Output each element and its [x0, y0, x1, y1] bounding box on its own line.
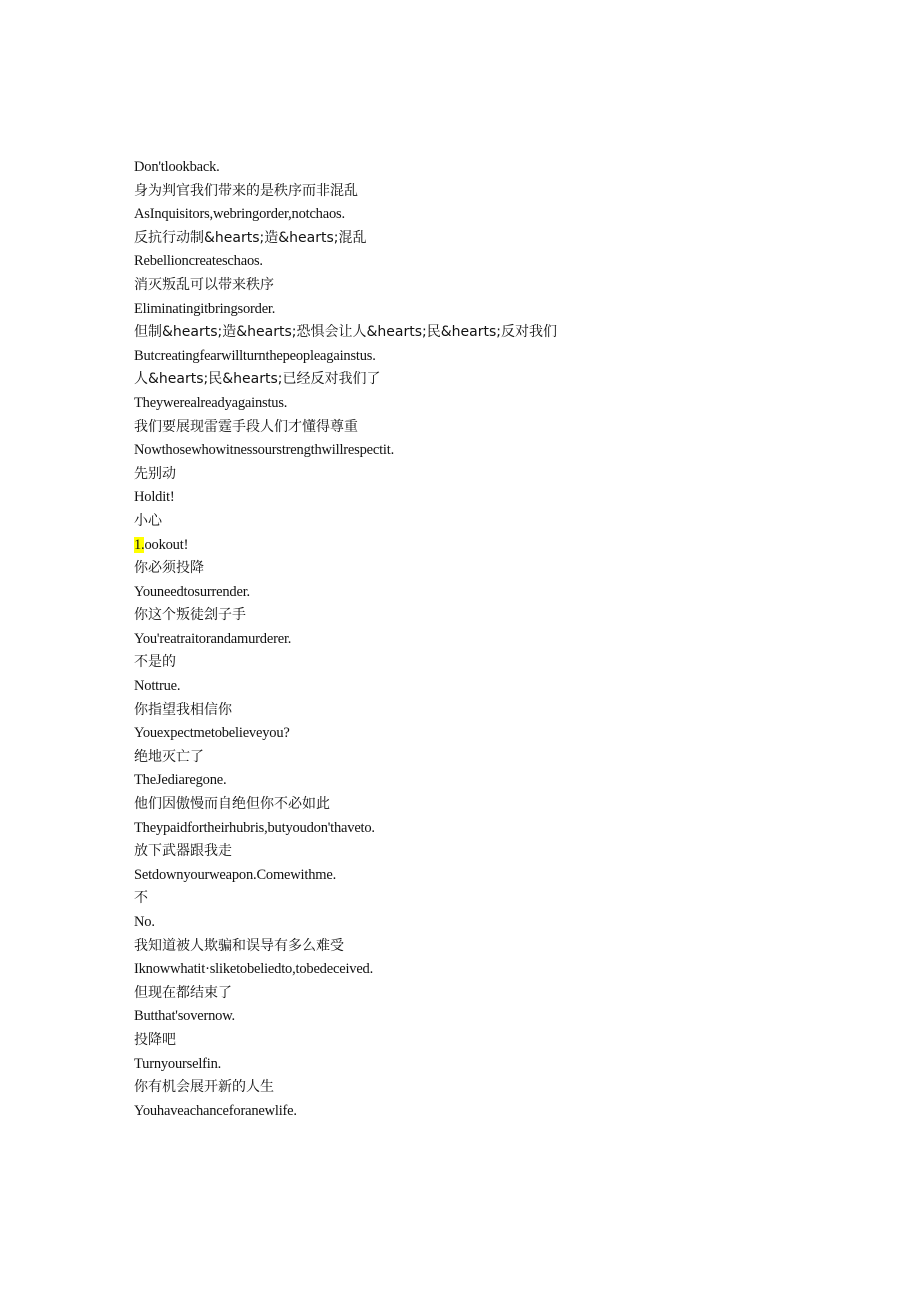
- subtitle-line-en: [134, 958, 854, 982]
- line-text: Butthat'sovernow.: [134, 1008, 235, 1025]
- subtitle-line-zh: [134, 463, 854, 487]
- subtitle-line-zh: [134, 982, 854, 1006]
- subtitle-line-en: [134, 1053, 854, 1077]
- line-text: 不: [134, 890, 148, 907]
- subtitle-line-zh: [134, 935, 854, 959]
- line-text: 我知道被人欺骗和误导有多么难受: [134, 937, 344, 954]
- subtitle-line-zh: [134, 699, 854, 723]
- subtitle-line-en: [134, 1005, 854, 1029]
- line-text: 但制&hearts;造&hearts;恐惧会让人&hearts;民&hearts;反对我们: [134, 324, 557, 341]
- line-text: 你指望我相信你: [134, 701, 232, 718]
- subtitle-line-zh: [134, 604, 854, 628]
- subtitle-line-zh: [134, 840, 854, 864]
- subtitle-line-en: [134, 439, 854, 463]
- subtitle-line-zh: [134, 274, 854, 298]
- line-text: Turnyourselfin.: [134, 1055, 222, 1072]
- line-text: 先别动: [134, 465, 176, 482]
- line-text: Nowthosewhowitnessourstrengthwillrespectit.: [134, 442, 395, 459]
- line-text: Don'tlookback.: [134, 159, 220, 175]
- subtitle-line-en: [134, 203, 854, 227]
- subtitle-line-en: [134, 345, 854, 369]
- line-text: No.: [134, 914, 155, 930]
- subtitle-line-zh: [134, 510, 854, 534]
- subtitle-line-en: [134, 392, 854, 416]
- subtitle-lines: [134, 156, 854, 1123]
- line-text: Theywerealreadyagainstus.: [134, 394, 288, 411]
- subtitle-line-en: [134, 911, 854, 935]
- subtitle-line-en: [134, 817, 854, 841]
- line-text: ookout!: [144, 536, 189, 553]
- subtitle-line-en: [134, 675, 854, 699]
- line-text: AsInquisitors,webringorder,notchaos.: [134, 206, 345, 223]
- subtitle-line-en: [134, 722, 854, 746]
- subtitle-line-en: [134, 628, 854, 652]
- subtitle-line-zh: [134, 321, 854, 345]
- subtitle-line-en: [134, 486, 854, 510]
- line-text: Eliminatingitbringsorder.: [134, 300, 276, 317]
- line-text: 但现在都结束了: [134, 984, 232, 1001]
- line-text: Theypaidfortheirhubris,butyoudon'thaveto.: [134, 819, 375, 836]
- line-text: 绝地灭亡了: [134, 748, 204, 765]
- subtitle-line-en: [134, 534, 854, 558]
- subtitle-line-zh: [134, 557, 854, 581]
- subtitle-line-zh: [134, 746, 854, 770]
- line-text: You'reatraitorandamurderer.: [134, 630, 292, 647]
- subtitle-line-zh: [134, 887, 854, 911]
- line-text: 他们因傲慢而自绝但你不必如此: [134, 796, 330, 813]
- line-text: Holdit!: [134, 489, 175, 506]
- subtitle-line-zh: [134, 793, 854, 817]
- line-text: 我们要展现雷霆手段人们才懂得尊重: [134, 418, 358, 435]
- subtitle-line-en: [134, 769, 854, 793]
- line-text: TheJediaregone.: [134, 772, 227, 789]
- line-text: 小心: [134, 512, 162, 529]
- line-text: Iknowwhatit·sliketobeliedto,tobedeceived.: [134, 961, 374, 978]
- line-text: 你有机会展开新的人生: [134, 1079, 274, 1096]
- line-text: 不是的: [134, 654, 176, 671]
- subtitle-line-zh: [134, 1029, 854, 1053]
- subtitle-line-zh: [134, 651, 854, 675]
- subtitle-line-zh: [134, 1076, 854, 1100]
- line-text: 投降吧: [134, 1031, 176, 1048]
- highlighted-text: 1.: [134, 536, 145, 553]
- subtitle-line-zh: [134, 227, 854, 251]
- line-text: Rebellioncreateschaos.: [134, 253, 263, 270]
- subtitle-line-en: [134, 864, 854, 888]
- line-text: Setdownyourweapon.Comewithme.: [134, 866, 337, 883]
- line-text: 消灭叛乱可以带来秩序: [134, 276, 274, 293]
- subtitle-line-en: [134, 250, 854, 274]
- line-text: Nottrue.: [134, 678, 181, 695]
- subtitle-line-en: [134, 581, 854, 605]
- line-text: Youneedtosurrender.: [134, 583, 250, 600]
- line-text: 人&hearts;民&hearts;已经反对我们了: [134, 371, 381, 388]
- subtitle-line-zh: [134, 368, 854, 392]
- line-text: Youexpectmetobelieveyou?: [134, 725, 290, 742]
- subtitle-line-zh: [134, 416, 854, 440]
- line-text: Youhaveachanceforanewlife.: [134, 1102, 297, 1119]
- line-text: 你这个叛徒刽子手: [134, 607, 246, 624]
- subtitle-line-zh: [134, 180, 854, 204]
- subtitle-line-en: [134, 298, 854, 322]
- line-text: 放下武器跟我走: [134, 843, 232, 860]
- line-text: Butcreatingfearwillturnthepeopleagainstus.: [134, 347, 376, 364]
- subtitle-line-en: [134, 1100, 854, 1124]
- line-text: 反抗行动制&hearts;造&hearts;混乱: [134, 229, 367, 246]
- line-text: 身为判官我们带来的是秩序而非混乱: [134, 182, 358, 199]
- subtitle-line-en: [134, 156, 854, 180]
- line-text: 你必须投降: [134, 560, 204, 577]
